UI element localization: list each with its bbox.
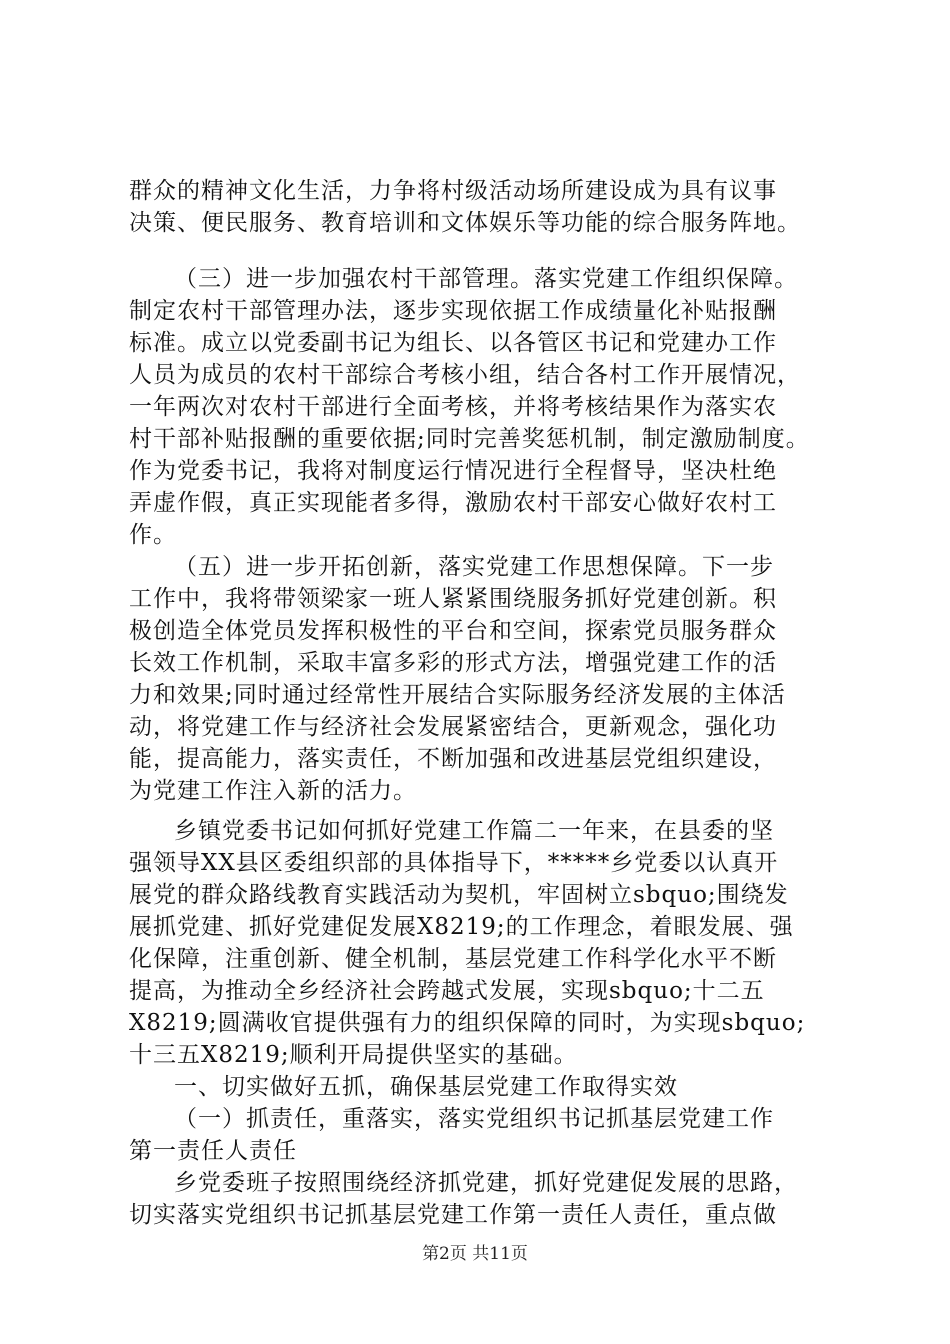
- text-line: 提高，为推动全乡经济社会跨越式发展，实现sbquo;十二五: [129, 978, 765, 1004]
- page-number-footer: 第2页 共11页: [422, 1244, 528, 1264]
- text-line: X8219;圆满收官提供强有力的组织保障的同时，为实现sbquo;: [129, 1010, 806, 1036]
- text-line: 弄虚作假，真正实现能者多得，激励农村干部安心做好农村工: [129, 490, 777, 516]
- text-line: 展抓党建、抓好党建促发展X8219;的工作理念，着眼发展、强: [129, 914, 794, 940]
- text-line: 切实落实党组织书记抓基层党建工作第一责任人责任，重点做: [129, 1202, 777, 1228]
- text-line: 决策、便民服务、教育培训和文体娱乐等功能的综合服务阵地。: [129, 210, 801, 236]
- text-line: 为党建工作注入新的活力。: [129, 778, 417, 804]
- text-line: 工作中，我将带领梁家一班人紧紧围绕服务抓好党建创新。积: [129, 586, 777, 612]
- text-line: 人员为成员的农村干部综合考核小组，结合各村工作开展情况，: [129, 362, 801, 388]
- text-line: 第一责任人责任: [129, 1138, 297, 1164]
- text-line: 展党的群众路线教育实践活动为契机，牢固树立sbquo;围绕发: [129, 882, 789, 908]
- text-line: 力和效果;同时通过经常性开展结合实际服务经济发展的主体活: [129, 682, 786, 708]
- text-line: 村干部补贴报酬的重要依据;同时完善奖惩机制，制定激励制度。: [129, 426, 810, 452]
- text-line: 能，提高能力，落实责任，不断加强和改进基层党组织建设，: [129, 746, 777, 772]
- text-line: 长效工作机制，采取丰富多彩的形式方法，增强党建工作的活: [129, 650, 777, 676]
- text-line: 极创造全体党员发挥积极性的平台和空间，探索党员服务群众: [129, 618, 777, 644]
- section-heading-line: 一、切实做好五抓，确保基层党建工作取得实效: [174, 1074, 678, 1100]
- text-line: 作。: [129, 522, 177, 548]
- text-line: 群众的精神文化生活，力争将村级活动场所建设成为具有议事: [129, 178, 777, 204]
- text-line: 一年两次对农村干部进行全面考核，并将考核结果作为落实农: [129, 394, 777, 420]
- text-line: 化保障，注重创新、健全机制，基层党建工作科学化水平不断: [129, 946, 777, 972]
- section-heading-line: （三）进一步加强农村干部管理。落实党建工作组织保障。: [174, 266, 798, 292]
- section-heading-line: （五）进一步开拓创新，落实党建工作思想保障。下一步: [174, 554, 774, 580]
- text-line: 作为党委书记，我将对制度运行情况进行全程督导，坚决杜绝: [129, 458, 777, 484]
- paragraph-start-line: 乡党委班子按照围绕经济抓党建，抓好党建促发展的思路，: [174, 1170, 798, 1196]
- paragraph-start-line: 乡镇党委书记如何抓好党建工作篇二一年来，在县委的坚: [174, 818, 774, 844]
- text-line: 动，将党建工作与经济社会发展紧密结合，更新观念，强化功: [129, 714, 777, 740]
- subsection-heading-line: （一）抓责任，重落实，落实党组织书记抓基层党建工作: [174, 1106, 774, 1132]
- text-line: 制定农村干部管理办法，逐步实现依据工作成绩量化补贴报酬: [129, 298, 777, 324]
- text-line: 强领导XX县区委组织部的具体指导下，*****乡党委以认真开: [129, 850, 779, 876]
- text-line: 标准。成立以党委副书记为组长、以各管区书记和党建办工作: [129, 330, 777, 356]
- text-line: 十三五X8219;顺利开局提供坚实的基础。: [129, 1042, 578, 1068]
